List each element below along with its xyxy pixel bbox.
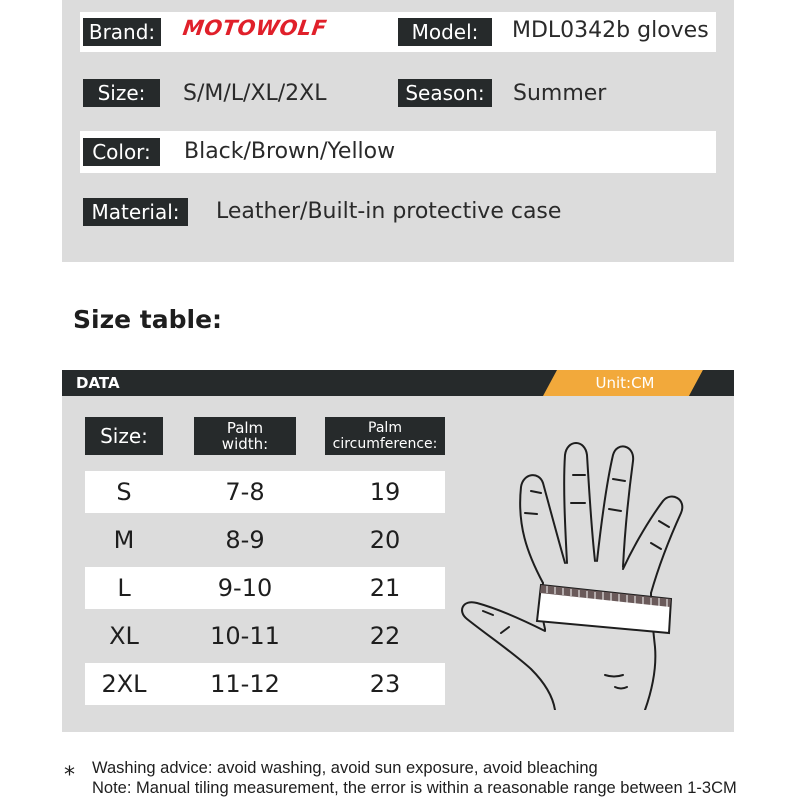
header-palm-circumference xyxy=(325,417,445,455)
cell-size: M xyxy=(113,526,135,554)
model-value: MDL0342b gloves xyxy=(512,18,709,43)
material-value: Leather/Built-in protective case xyxy=(216,199,562,224)
cell-circumference: 21 xyxy=(369,574,401,602)
note-star-icon: * xyxy=(64,763,75,788)
brand-label: Brand: xyxy=(83,18,161,46)
cell-circumference: 23 xyxy=(369,670,401,698)
table-row xyxy=(85,519,445,561)
data-label: DATA xyxy=(76,374,120,392)
spec-row-color xyxy=(80,131,716,173)
table-row xyxy=(85,615,445,657)
color-label: Color: xyxy=(83,138,160,166)
table-row xyxy=(85,471,445,513)
cell-width: 10-11 xyxy=(210,622,280,650)
cell-width: 8-9 xyxy=(225,526,265,554)
cell-size: XL xyxy=(109,622,139,650)
header-palm-width-line2: width: xyxy=(221,435,269,453)
header-size-text: Size: xyxy=(100,424,148,448)
cell-size: L xyxy=(117,574,131,602)
cell-width: 7-8 xyxy=(225,478,265,506)
season-label: Season: xyxy=(398,79,492,107)
unit-label: Unit:CM xyxy=(595,374,655,392)
measurement-note: Note: Manual tiling measurement, the error is within a reasonable range between 1-3CM xyxy=(92,779,737,797)
header-palm-circ-line2: circumference: xyxy=(332,436,438,452)
table-row xyxy=(85,567,445,609)
cell-width: 11-12 xyxy=(210,670,280,698)
cell-circumference: 22 xyxy=(369,622,401,650)
cell-circumference: 19 xyxy=(369,478,401,506)
material-label: Material: xyxy=(83,198,188,226)
cell-size: 2XL xyxy=(101,670,147,698)
hand-icon xyxy=(455,435,695,710)
cell-width: 9-10 xyxy=(217,574,273,602)
header-palm-width-line1: Palm xyxy=(226,419,264,437)
header-size xyxy=(85,417,163,455)
header-palm-circ-line1: Palm xyxy=(368,420,402,436)
header-palm-width xyxy=(194,417,296,455)
cell-size: S xyxy=(116,478,132,506)
season-value: Summer xyxy=(513,81,607,106)
brand-logo: MOTOWOLF xyxy=(181,16,329,40)
washing-note: Washing advice: avoid washing, avoid sun exposure, avoid bleaching xyxy=(92,759,598,777)
size-table-heading: Size table: xyxy=(73,305,223,334)
size-value: S/M/L/XL/2XL xyxy=(183,81,327,106)
table-row xyxy=(85,663,445,705)
color-value: Black/Brown/Yellow xyxy=(184,139,396,164)
model-label: Model: xyxy=(398,18,492,46)
cell-circumference: 20 xyxy=(369,526,401,554)
size-label: Size: xyxy=(83,79,160,107)
